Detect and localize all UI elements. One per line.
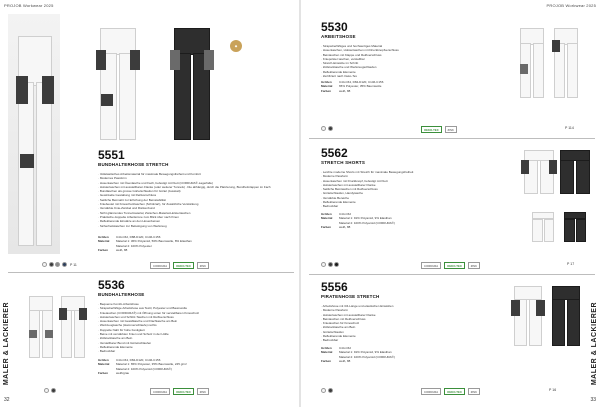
product-specs <box>98 358 278 375</box>
description-line: · Gewinkelte Gestaltung mit Reißverschluss <box>98 193 157 198</box>
description-line: · Sicherheitslaschen zur Befestigung von Werkzeug <box>98 223 167 228</box>
description-line: · Holstertaschen mit ausstellbarer Flanke <box>321 182 376 187</box>
color-swatches <box>44 388 56 393</box>
description-line: · Zertifiziert nach Oeko-Tex <box>321 74 358 79</box>
section-divider <box>8 272 294 273</box>
description-line: · Hosentaschen mit Gesäßtasche und Flachtasche am Bein <box>98 319 178 324</box>
spec-row <box>321 359 491 363</box>
description-line: · Reflektierende Elemente <box>321 200 356 205</box>
page-number-right: 33 <box>590 397 596 403</box>
certifications <box>421 126 457 133</box>
product-image-5530-back <box>553 28 579 98</box>
description-line: · Werkzeugtasche (Hammerschlaufe) rechts <box>98 323 157 328</box>
product-number: 5556 <box>321 280 348 294</box>
product-number: 5551 <box>98 148 125 162</box>
certifications <box>421 388 480 395</box>
product-image-5562-detail-back <box>563 212 587 242</box>
certification-badge: #INK <box>468 262 480 269</box>
right-page <box>301 0 600 407</box>
spec-value: weiß, 88 <box>116 247 128 252</box>
description-line: · Zollstocktasche am Bein <box>98 336 133 341</box>
description-line: · Hosentaschen mit Ösenlasche und Fach, befestigt mit Klett (CORDURA®-Lagerfalle) <box>98 180 213 185</box>
product-title: ARBEITSHOSE <box>321 34 356 39</box>
spec-value: Material 1: 36% Polyamid, 56% Baumwolle, 8% Elasthan <box>116 239 192 244</box>
side-label: MALER & LACKIERER <box>591 301 598 385</box>
left-page <box>0 0 299 407</box>
page-reference: P 114 <box>565 126 574 130</box>
description-line: · Arbeitshose mit 3/4-Länge und elastischen Einsätzen <box>321 304 394 308</box>
section-divider <box>309 274 595 275</box>
spec-label: Material <box>98 362 110 367</box>
product-image-5536-front <box>28 296 54 358</box>
product-image-5556-front <box>513 286 543 346</box>
product-image-5562-front <box>523 150 555 194</box>
description-line: · Leichte moderne Shorts mit Stretch für maximale Bewegungsfreiheit <box>321 170 414 174</box>
description-line: · Reflektierende Elemente <box>98 344 133 349</box>
description-line: · Reflektierende Elemente <box>321 334 356 339</box>
color-swatches <box>321 262 339 267</box>
product-specs <box>321 212 491 229</box>
spec-value: Material 1: 91% Polyamid, 9% Elasthan <box>339 216 392 221</box>
certifications <box>421 262 480 269</box>
product-number: 5530 <box>321 20 348 34</box>
description-line: · Knietaschen für Knieschutz <box>321 321 360 326</box>
side-label: MALER & LACKIERER <box>3 301 10 385</box>
product-image-5562-back <box>559 150 591 194</box>
certifications <box>150 388 209 395</box>
spec-label: Größen <box>98 358 109 362</box>
color-swatch <box>49 262 54 267</box>
product-specs <box>98 235 278 252</box>
color-swatch <box>334 262 339 267</box>
running-head-left: PROJOB Workwear 2025 <box>4 3 54 8</box>
spec-value: weiß, 88 <box>339 88 351 93</box>
description-line: · Verstärkte Bereiche <box>321 195 350 200</box>
description-line: · Kniepolster taschen, verstellbar <box>321 56 365 61</box>
spec-row <box>98 371 278 375</box>
product-description <box>321 170 501 209</box>
description-line: · Gürtelschlaufen, Handytasche <box>321 191 364 196</box>
color-swatches <box>42 262 77 267</box>
product-number: 5562 <box>321 146 348 160</box>
spec-label: Material <box>98 239 110 244</box>
spec-row <box>321 89 491 93</box>
description-line: · Beintaschen mit Klappe und Reißverschluss <box>321 52 382 57</box>
spec-value: C44-C64, D84-D120, C146-C156 <box>339 80 384 84</box>
product-image-5556-back <box>551 286 581 346</box>
product-title: PIRATENHOSE STRETCH <box>321 294 380 299</box>
spec-label: Farben <box>321 224 332 229</box>
product-description <box>98 302 294 354</box>
spec-value: weiß/grau <box>116 370 130 375</box>
spec-value: Material 2: 100% Polyester <box>116 243 152 248</box>
certification-badge: OEKO-TEX <box>173 388 194 395</box>
spec-label: Farben <box>321 88 332 93</box>
description-line: · Bedruckbar <box>321 338 339 343</box>
description-line: · Seitliche Beintaschen mit Reißverschluss <box>321 187 378 192</box>
certification-badge: CORDURA <box>421 388 441 395</box>
color-swatch <box>62 262 67 267</box>
description-line: · Reflektierende Einsätze an den Hosenbeinen <box>98 219 161 224</box>
product-image-5536-back <box>60 296 86 358</box>
description-line: · Holstertaschen mit ausstellbarer Flanke <box>321 312 376 317</box>
color-swatch <box>321 262 326 267</box>
spec-label: Material <box>321 350 333 355</box>
spec-value: C44-C62 <box>339 212 352 216</box>
spec-value: weiß, 88 <box>339 224 351 229</box>
color-swatches <box>321 388 333 393</box>
description-line: · Gürtelschlaufen <box>321 329 344 334</box>
description-line: · Strapazierfähige Arbeitshose aus Textil, Polyester und Baumwolle <box>98 306 187 311</box>
description-line: · Zollstocktasche am Bein <box>321 325 356 330</box>
product-specs <box>321 346 491 363</box>
page-reference: P 16 <box>549 388 557 392</box>
description-line: · Verstärkte Knie-Zwickel und Rückenbund <box>98 206 155 211</box>
certification-badge: #INK <box>197 262 209 269</box>
description-line: · Bundlaschen als grosse Gürtelschlaufen für Gürtel (Ausstatt) <box>98 189 181 194</box>
product-title: BUNDHALTERHOSE STRETCH <box>98 162 169 167</box>
page-number-left: 32 <box>4 397 10 403</box>
description-line: · Beintaschen mit Reißverschluss <box>321 316 366 321</box>
product-title: BUNDHALTERHOSE <box>98 292 145 297</box>
description-line: · Beine mit verstärkten Knien und Schutz in der Hüfte <box>98 332 169 337</box>
spec-value: C44-C62, D88-D120, C146-C156 <box>116 235 161 239</box>
description-line: · Verstellbarer Bund mit Gürtelschlaufen <box>98 340 152 345</box>
spec-row <box>321 225 491 229</box>
description-line: · Strapazierfähiges und hochwertiges Material <box>321 44 383 48</box>
certification-badge: OEKO-TEX <box>173 262 194 269</box>
description-line: · Kniebeutel mit Knieschutztaschen (Schützart), für Zusätzliche Verstärkung <box>98 202 199 207</box>
description-line: · Zollstocktasche und Werkzeugschlaufen <box>321 65 377 70</box>
description-line: · Doppelte Naht für hohe Festigkeit <box>98 327 145 332</box>
product-image-5551-front <box>98 28 138 140</box>
spec-value: Material 2: 100% Polyamid (CORDURA®) <box>339 354 395 359</box>
certification-badge: CORDURA <box>150 388 170 395</box>
description-line: · Moderne Passform <box>321 308 349 313</box>
description-line: · Bedruckbar <box>98 349 116 354</box>
spec-value: 65% Polyester, 35% Baumwolle <box>339 84 382 89</box>
color-swatch <box>328 126 333 131</box>
description-line: · Holstertaschen und Schlitz-Taschen mit Reißverschluss <box>98 314 174 319</box>
certification-badge: OEKO-TEX <box>421 126 442 133</box>
description-line: · Hosentaschen mit Druckknopf, befestigt mit Klett <box>321 178 388 183</box>
certification-badge: #INK <box>197 388 209 395</box>
product-image-5562-detail <box>531 212 555 242</box>
spec-label: Farben <box>98 370 109 375</box>
description-line: · Vollelastisches Arbeitsmaterial für maximale Bewegungsfreiheit und Komfort <box>98 172 201 176</box>
description-line: · Stretch-Einsätze im Schritt <box>321 61 359 66</box>
product-description <box>321 44 501 78</box>
product-description <box>321 304 501 343</box>
model-pants <box>16 36 54 246</box>
spec-value: C44-C62 <box>339 346 352 350</box>
spec-label: Farben <box>98 247 109 252</box>
color-swatch <box>51 388 56 393</box>
description-line: · Knietaschen (CORDURA®) mit Öffnung unten für verstellbaren Knieschutz <box>98 310 200 315</box>
product-image-5530-front <box>519 28 545 98</box>
product-title: STRETCH SHORTS <box>321 160 366 165</box>
spec-label: Material <box>321 84 333 89</box>
certifications <box>150 262 209 269</box>
model-photo <box>8 14 60 254</box>
color-swatches <box>321 126 333 131</box>
color-swatch <box>328 388 333 393</box>
description-line: · Reflektierende Elemente <box>321 69 356 74</box>
page-reference: P 11 <box>70 262 77 267</box>
description-line: · Nicht glänzendes Tunnelmaterial, Zwischen-Material-Holstertaschen <box>98 210 191 215</box>
description-line: · Holstertaschen mit ausstellbaren Flanke (oder weiterer Tunnels) . Die abhängig, durch die Platzierung, Bundholmlappen im Fach <box>98 184 271 189</box>
description-line: · Modernes Passform <box>98 176 127 181</box>
product-image-5551-back <box>172 28 212 140</box>
description-line: · Bedruckbar <box>321 204 339 209</box>
spec-value: Material 1: 91% Polyamid, 9% Elasthan <box>339 350 392 355</box>
product-number: 5536 <box>98 278 125 292</box>
page-reference: P 17 <box>567 262 575 266</box>
color-swatch <box>55 262 60 267</box>
color-swatch <box>42 262 47 267</box>
spec-label: Material <box>321 216 333 221</box>
certification-badge: #INK <box>445 126 457 133</box>
color-swatch <box>328 262 333 267</box>
spec-value: weiß, 88 <box>339 358 351 363</box>
color-swatch <box>321 126 326 131</box>
certification-badge: OEKO-TEX <box>444 262 465 269</box>
color-swatch <box>321 388 326 393</box>
running-head-right: PROJOB Workwear 2025 <box>546 3 596 8</box>
description-line: · Bequeme Kombi-Arbeitshose <box>98 302 139 306</box>
spec-label: Größen <box>321 80 332 84</box>
spec-label: Größen <box>98 235 109 239</box>
spec-value: C44-C64, D84-D120, C146-C156 <box>116 358 161 362</box>
spec-label: Größen <box>321 346 332 350</box>
spec-row <box>98 248 278 252</box>
certification-badge: CORDURA <box>421 262 441 269</box>
spec-value: Material 2: 100% Polyamid (CORDURA®) <box>116 366 172 371</box>
description-line: · Hosentaschen, Holstertaschen mit Druckknopfverschluss <box>321 48 399 53</box>
description-line: · Moderne Passform <box>321 174 349 179</box>
gold-seal-icon: ◆ <box>230 40 242 52</box>
spec-label: Farben <box>321 358 332 363</box>
product-description <box>98 172 294 228</box>
description-line: · Praktische doppelte Arbeitszone zum Blick über nach Ihnen <box>98 214 179 219</box>
certification-badge: CORDURA <box>150 262 170 269</box>
product-specs <box>321 80 491 93</box>
description-line: · Seitliche Beinnaht zur Erhöhung der Beinstabilität <box>98 197 166 202</box>
color-swatch <box>44 388 49 393</box>
spec-value: Material 1: 65% Polyester, 35% Baumwolle, 245 g/m² <box>116 362 187 367</box>
section-divider <box>309 138 595 139</box>
spec-label: Größen <box>321 212 332 216</box>
certification-badge: OEKO-TEX <box>444 388 465 395</box>
certification-badge: #INK <box>468 388 480 395</box>
spec-value: Material 2: 100% Polyamid (CORDURA®) <box>339 220 395 225</box>
